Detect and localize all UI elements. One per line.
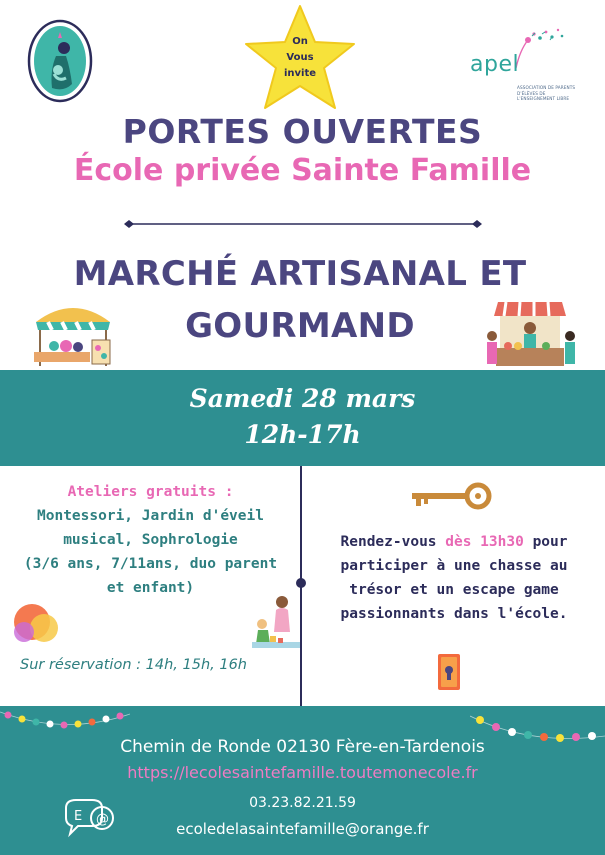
market-vendors-icon	[484, 296, 576, 374]
workshops-line-4: et enfant)	[106, 580, 195, 596]
treasure-line-1c: pour	[523, 534, 568, 550]
workshops-heading: Ateliers gratuits :	[67, 484, 234, 500]
apel-word: apel	[470, 52, 520, 77]
workshops-line-2: musical, Sophrologie	[63, 532, 238, 548]
mother-child-logo-icon	[26, 18, 94, 104]
divider-line	[124, 219, 482, 229]
treasure-line-2: participer à une chasse au	[340, 558, 568, 574]
apel-subtitle: ASSOCIATION DE PARENTS D'ÉLÈVES DE L'ENSEIGNEMENT LIBRE	[517, 85, 576, 101]
key-icon	[410, 482, 492, 512]
event-time: 12h-17h	[244, 420, 361, 449]
treasure-line-4: passionnants dans l'école.	[340, 606, 568, 622]
reservation-times: Sur réservation : 14h, 15h, 16h	[20, 657, 247, 673]
treasure-hunt-block	[318, 530, 590, 626]
event-date: Samedi 28 mars	[189, 384, 416, 413]
title-school-name: École privée Sainte Famille	[73, 153, 532, 188]
workshops-block	[8, 480, 293, 600]
door-icon	[436, 652, 462, 692]
title-marche-line-2: GOURMAND	[185, 306, 415, 346]
title-marche	[40, 248, 560, 352]
school-website-link[interactable]: https://lecolesaintefamille.toutemonecole.fr	[127, 763, 478, 782]
market-stall-icon	[28, 296, 118, 372]
treasure-line-1a: Rendez-vous	[340, 534, 446, 550]
treasure-time-highlight: dès 13h30	[445, 534, 524, 550]
garland-lights-left-icon	[0, 706, 130, 738]
star-line-2: Vous	[286, 52, 314, 63]
workshops-line-1: Montessori, Jardin d'éveil	[37, 508, 264, 524]
children-playing-icon	[248, 592, 304, 654]
star-invite-text	[263, 34, 337, 82]
column-divider-dot	[296, 578, 306, 588]
treasure-line-3: trésor et un escape game	[349, 582, 559, 598]
title-marche-line-1: MARCHÉ ARTISANAL ET	[73, 254, 527, 294]
workshops-line-3: (3/6 ans, 7/11ans, duo parent	[23, 556, 278, 572]
title-portes-ouvertes: PORTES OUVERTES	[122, 112, 483, 151]
star-line-1: On	[292, 36, 308, 47]
treasure-line-1	[318, 530, 590, 554]
svg-text:E: E	[74, 809, 83, 824]
colored-circles-icon	[10, 598, 66, 646]
svg-text:@: @	[96, 812, 109, 827]
email-address[interactable]: ecoledelasaintefamille@orange.fr	[176, 820, 429, 838]
phone-number[interactable]: 03.23.82.21.59	[249, 795, 356, 811]
star-line-3: invite	[283, 68, 317, 79]
school-address: Chemin de Ronde 02130 Fère-en-Tardenois	[120, 737, 485, 757]
